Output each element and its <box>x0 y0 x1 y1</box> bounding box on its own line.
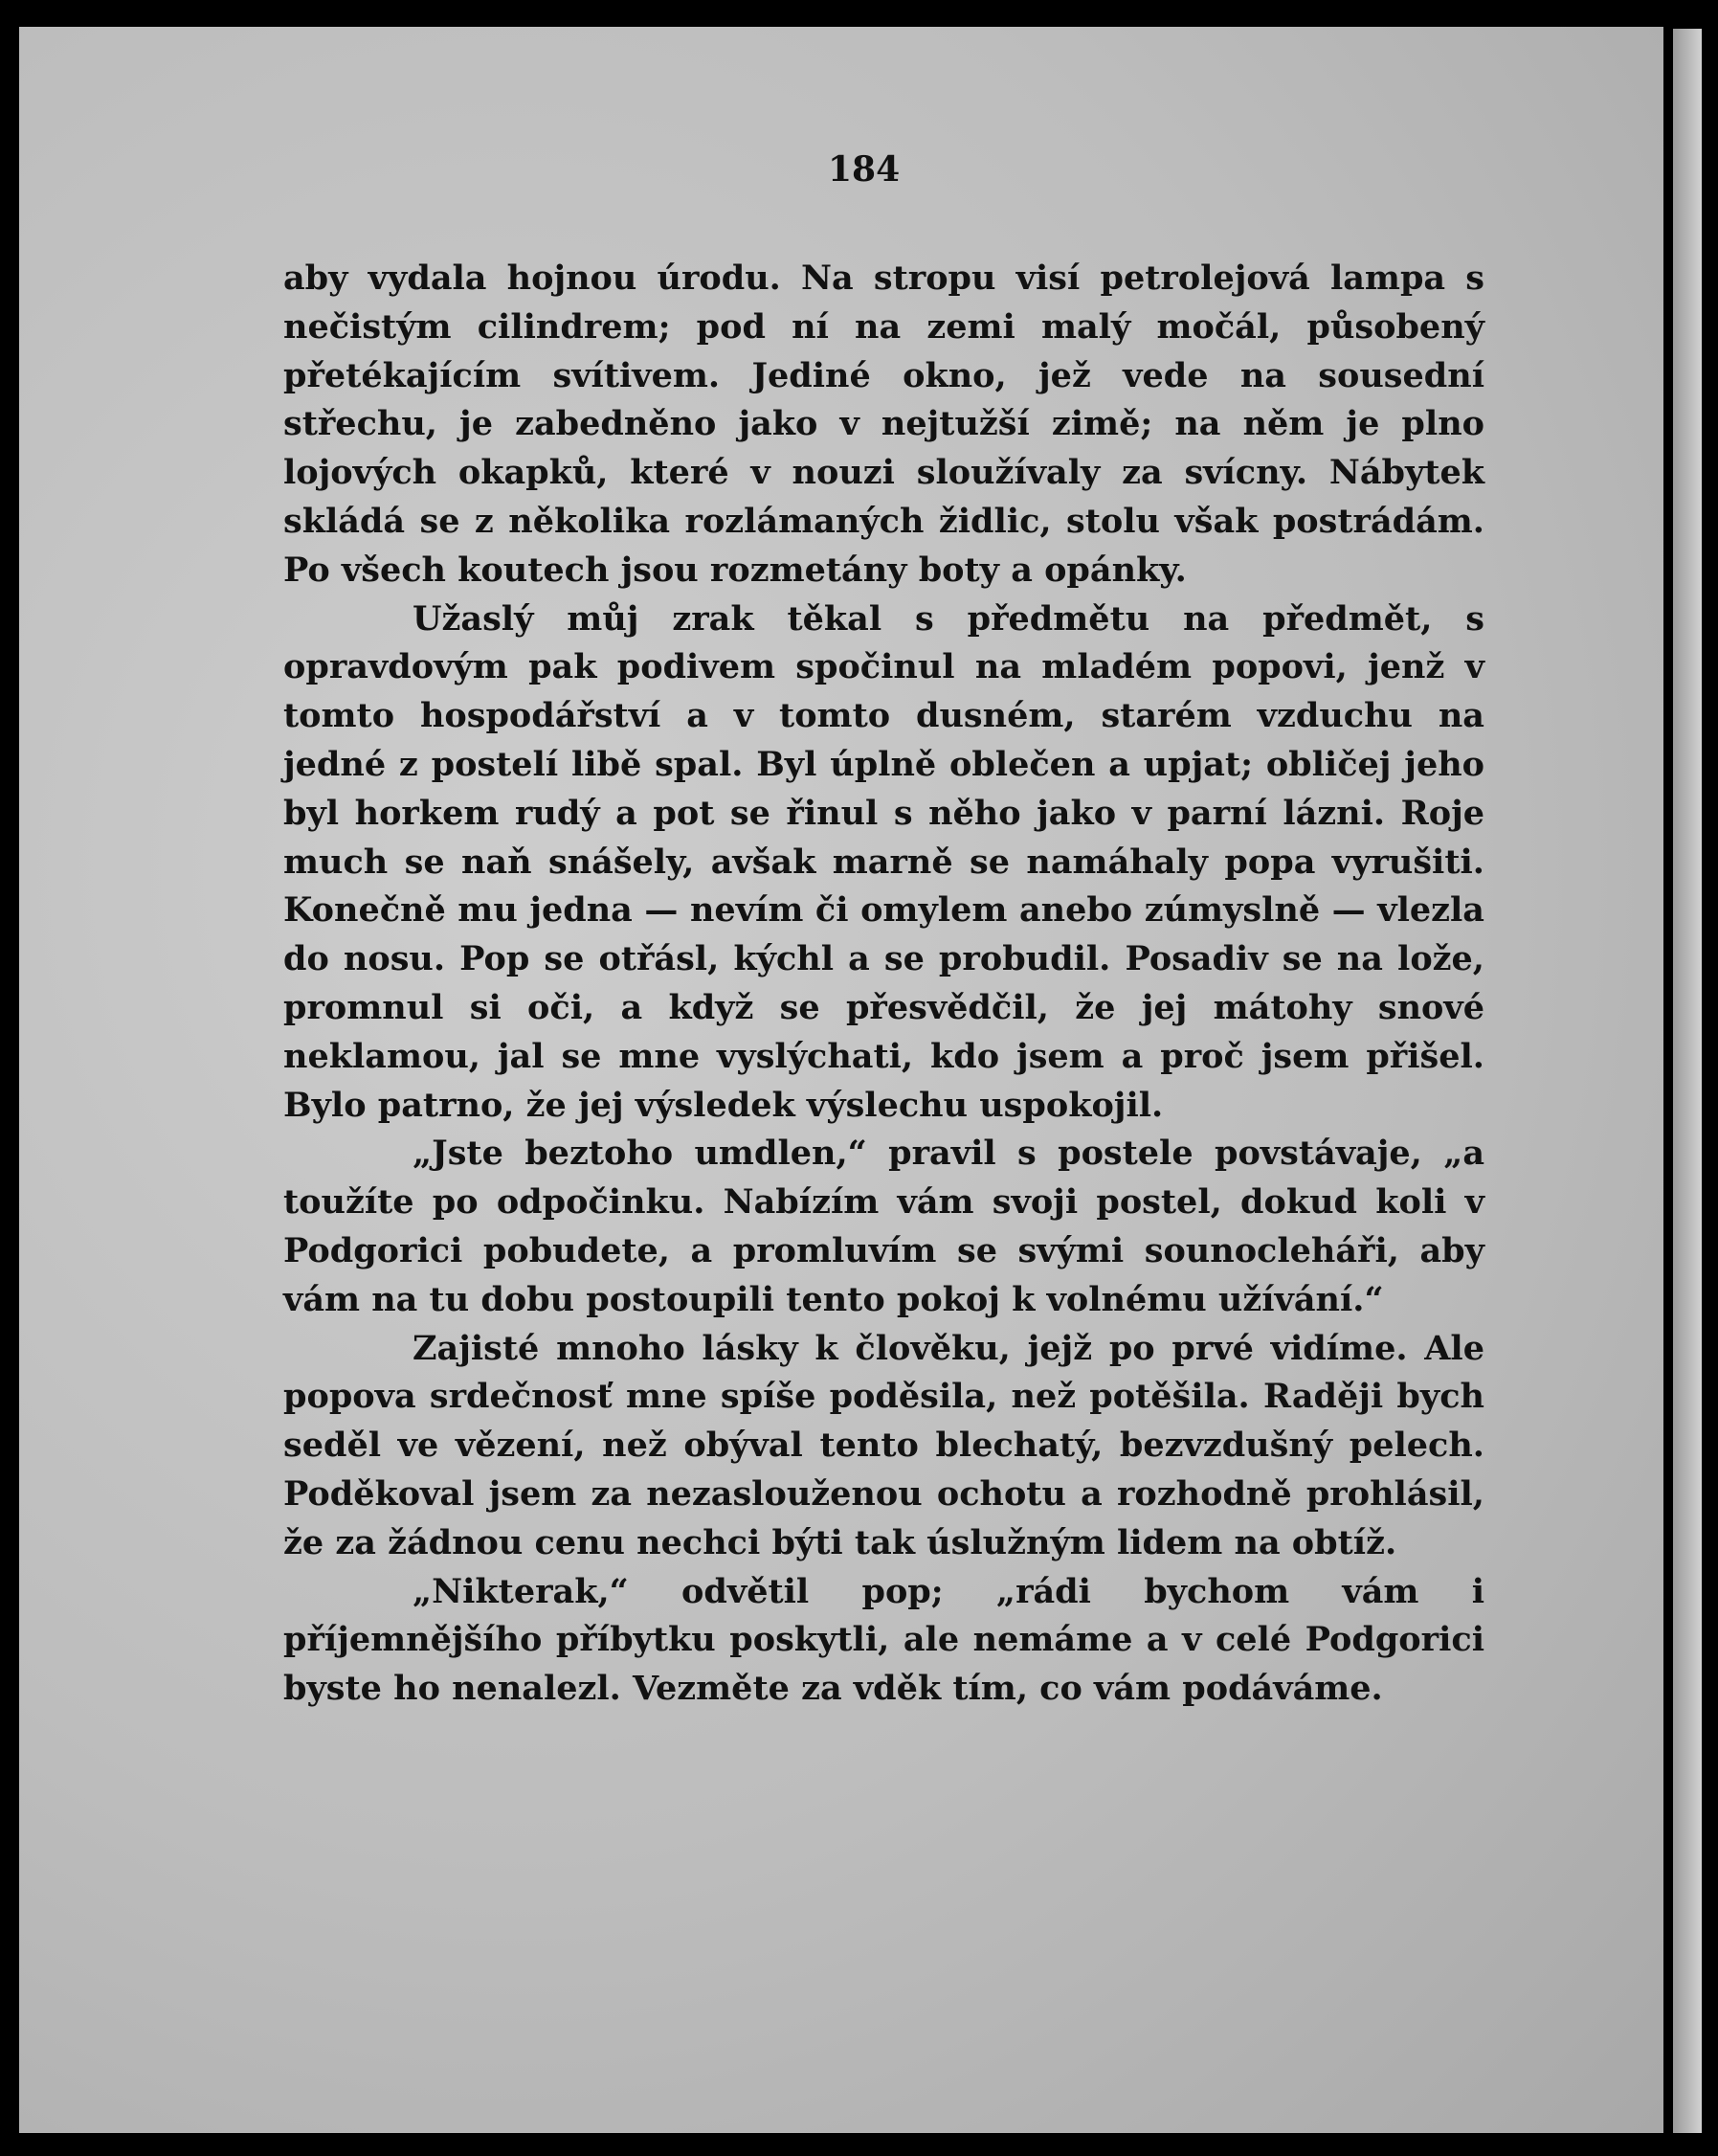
paragraph: Užaslý můj zrak těkal s předmětu na předmět, s opravdovým pak podivem spočinul na mladém popovi, jenž v tomto hospodářství a v tomto dusném, starém vzduchu na jedné z postelí libě spal. Byl úplně oblečen a upjat; obličej jeho byl horkem rudý a pot se řinul s něho jako v parní lázni. Roje much se naň snášely, avšak marně se namáhaly popa vyrušiti. Konečně mu jedna — nevím či omylem anebo zúmyslně — vlezla do nosu. Pop se otřásl, kýchl a se probudil. Posadiv se na lože, promnul si oči, a když se přesvědčil, že jej mátohy snové neklamou, jal se mne vyslýchati, kdo jsem a proč jsem přišel. Bylo patrno, že jej výsledek výslechu uspokojil. <box>283 598 1484 1125</box>
body-text <box>283 255 1484 1714</box>
page-number: 184 <box>828 149 901 190</box>
paragraph: „Jste beztoho umdlen,“ pravil s postele povstávaje, „a toužíte po odpočinku. Nabízím vám svoji postel, dokud koli v Podgorici pobudete, a promluvím se svými sounocleháři, aby vám na tu dobu postoupili tento pokoj k volnému užívání.“ <box>283 1134 1484 1319</box>
adjacent-page-edge <box>1673 29 1702 2133</box>
paragraph: aby vydala hojnou úrodu. Na stropu visí petrolejová lampa s nečistým cilindrem; pod ní na zemi malý močál, působený přetékajícím svítivem. Jediné okno, jež vede na sousední střechu, je zabedněno jako v nejtužší zimě; na něm je plno lojových okapků, které v nouzi sloužívaly za svícny. Nábytek skládá se z několika rozlámaných židlic, stolu však postrádám. Po všech koutech jsou rozmetány boty a opánky. <box>283 258 1484 590</box>
paragraph: „Nikterak,“ odvětil pop; „rádi bychom vám i příjemnějšího příbytku poskytli, ale nemáme a v celé Podgorici byste ho nenalezl. Vezměte za vděk tím, co vám podáváme. <box>283 1571 1484 1709</box>
paragraph: Zajisté mnoho lásky k člověku, jejž po prvé vidíme. Ale popova srdečnosť mne spíše poděsila, než potěšila. Raději bych seděl ve vězení, než obýval tento blechatý, bezvzdušný pelech. Poděkoval jsem za nezaslouženou ochotu a rozhodně prohlásil, že za žádnou cenu nechci býti tak úslužným lidem na obtíž. <box>283 1328 1484 1562</box>
book-page <box>19 27 1663 2133</box>
